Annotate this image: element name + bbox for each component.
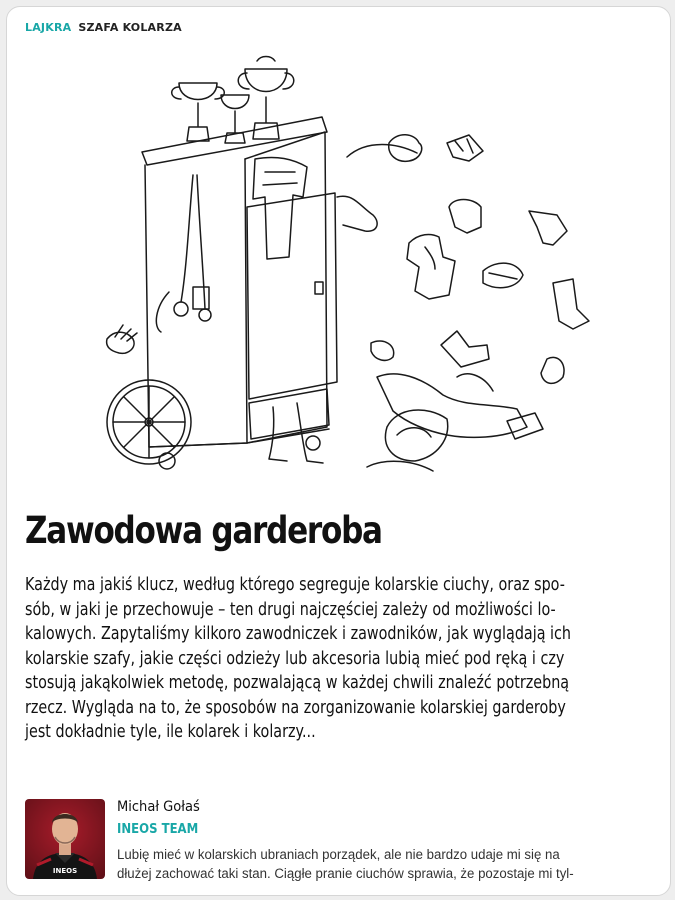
author-team: INEOS TEAM bbox=[117, 822, 199, 837]
author-quote bbox=[117, 845, 666, 883]
avatar bbox=[25, 799, 105, 879]
wardrobe-illustration bbox=[97, 47, 627, 487]
trophy-icon-3 bbox=[238, 57, 294, 140]
lead-line: jest dokładnie tyle, ile kolarek i kolarzy... bbox=[25, 722, 316, 742]
jersey-label: INEOS bbox=[52, 867, 78, 875]
lead-line: Każdy ma jakiś klucz, według którego segreguje kolarskie ciuchy, oraz spo- bbox=[25, 575, 565, 595]
lead-line: sób, w jaki je przechowuje – ten drugi najczęściej zależy od możliwości lo- bbox=[25, 599, 556, 620]
article-title: Zawodowa garderoba bbox=[25, 509, 382, 552]
lead-line: stosują jakąkolwiek metodę, pozwalającą w każdej chwili znaleźć potrzebną bbox=[25, 673, 570, 693]
lead-line: kolarskie szafy, jakie części odzieży lub akcesoria lubią mieć pod ręką i czy bbox=[25, 648, 565, 669]
flying-clothes-icon bbox=[347, 135, 589, 471]
section-kicker bbox=[25, 21, 182, 34]
wardrobe-icon bbox=[142, 117, 377, 469]
quote-line: Lubię mieć w kolarskich ubraniach porządek, ale nie bardzo udaje mi się na bbox=[117, 847, 560, 862]
author-name: Michał Gołaś bbox=[117, 799, 200, 815]
lead-line: rzecz. Wygląda na to, że sposobów na zorganizowanie kolarskiej garderoby bbox=[25, 697, 566, 718]
quote-line: dłużej zachować taki stan. Ciągłe pranie ciuchów sprawia, że pozostaje mi tyl- bbox=[117, 866, 574, 881]
lead-line: kalowych. Zapytaliśmy kilkoro zawodniczek i zawodników, jak wyglądają ich bbox=[25, 624, 572, 644]
article-lead bbox=[25, 573, 648, 745]
article-card bbox=[6, 6, 671, 896]
section-label[interactable]: LAJKRA bbox=[25, 21, 72, 34]
subsection-label[interactable]: SZAFA KOLARZA bbox=[78, 21, 182, 34]
trophy-icon bbox=[172, 83, 225, 141]
